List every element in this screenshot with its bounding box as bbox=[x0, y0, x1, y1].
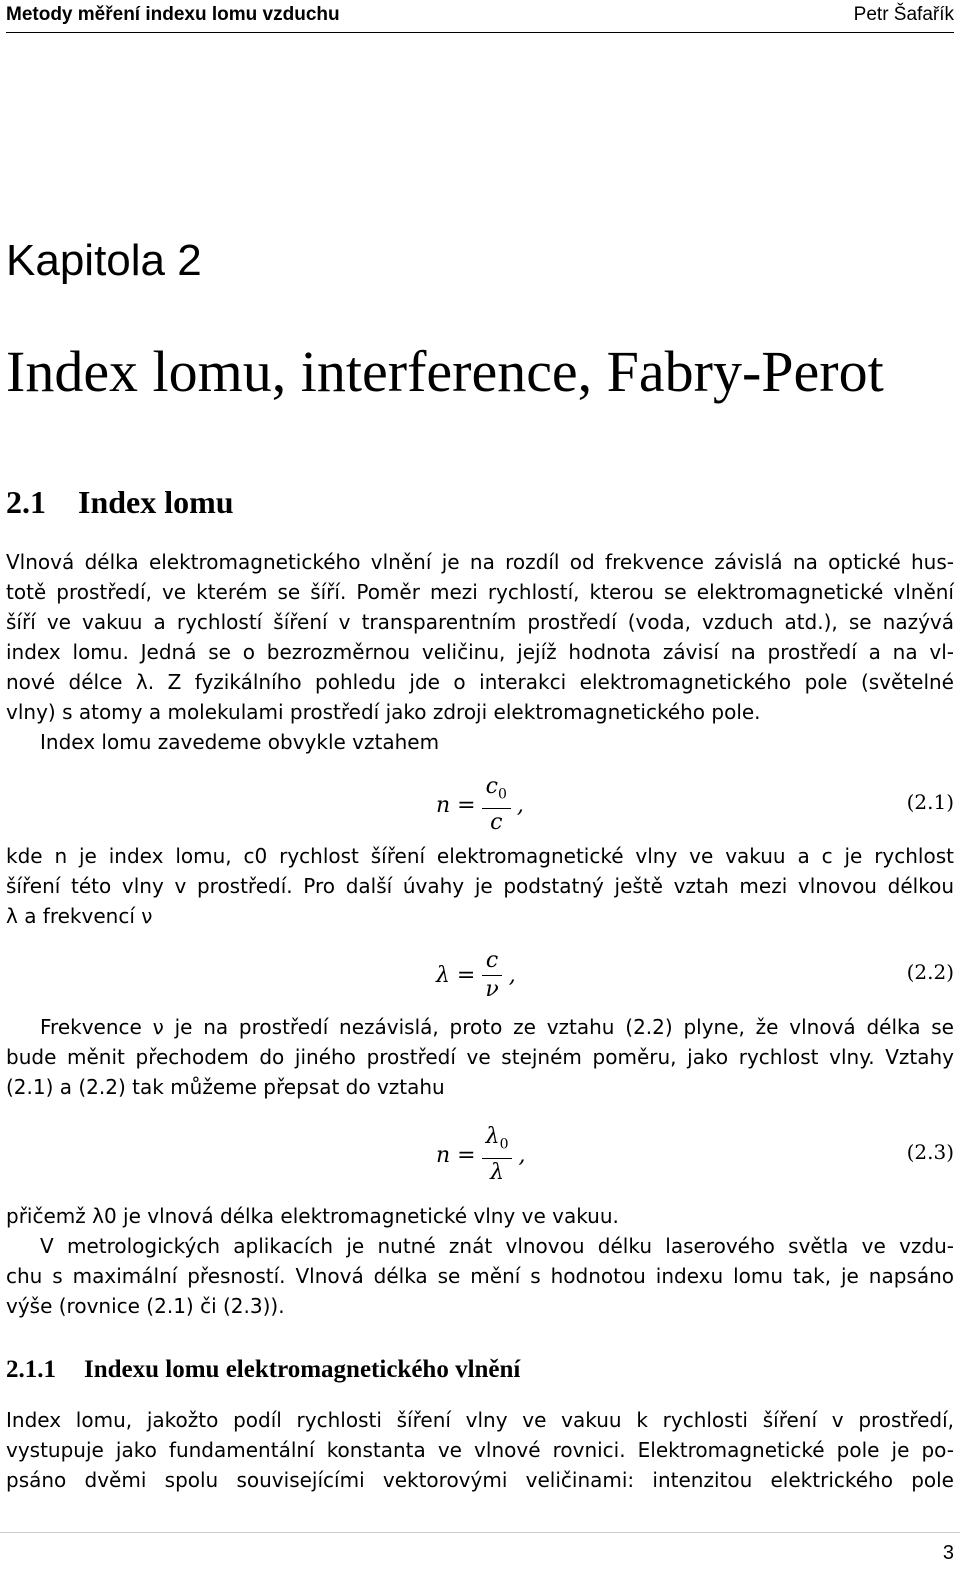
section-number: 2.1.1 bbox=[6, 1356, 56, 1383]
equation-2-2 bbox=[0, 940, 954, 1010]
paragraph-metrology bbox=[6, 1201, 954, 1321]
equation-number: (2.3) bbox=[906, 1140, 954, 1164]
fraction bbox=[481, 947, 502, 1004]
fraction-denominator: ν bbox=[485, 976, 499, 1002]
equation-body bbox=[436, 770, 524, 840]
paragraph-line: Index lomu, jakožto podíl rychlosti šíření vlny ve vakuu k rychlosti šíření v prostředí, bbox=[6, 1408, 954, 1432]
equation-lhs: λ = bbox=[436, 962, 476, 988]
paragraph-line: Frekvence ν je na prostředí nezávislá, proto ze vztahu (2.2) plyne, že vlnová délka se bbox=[40, 1015, 954, 1039]
numerator-symbol: c bbox=[485, 773, 498, 799]
header-rule bbox=[6, 32, 954, 33]
page-number: 3 bbox=[942, 1542, 954, 1564]
equation-comma: , bbox=[516, 792, 524, 818]
equation-number: (2.2) bbox=[906, 960, 954, 984]
paragraph-line: vystupuje jako fundamentální konstanta ve vlnové rovnici. Elektromagnetické pole je po- bbox=[6, 1438, 954, 1462]
equation-2-3 bbox=[0, 1120, 954, 1190]
paragraph-frequency bbox=[6, 1012, 954, 1102]
paragraph-line: nové délce λ. Z fyzikálního pohledu jde o interakci elektromagnetického pole (světelné bbox=[6, 670, 954, 694]
paragraph-definition bbox=[6, 841, 954, 931]
section-title: Indexu lomu elektromagnetického vlnění bbox=[84, 1356, 521, 1383]
footer-rule bbox=[0, 1532, 960, 1533]
fraction-numerator bbox=[482, 773, 511, 809]
paragraph-wave-equation bbox=[6, 1405, 954, 1495]
equation-number: (2.1) bbox=[906, 790, 954, 814]
equation-comma: , bbox=[518, 1142, 526, 1168]
running-author: Petr Šafařík bbox=[853, 4, 954, 25]
paragraph-line: V metrologických aplikacích je nutné znát vlnovou délku laserového světla ve vzdu- bbox=[40, 1234, 954, 1258]
page-header bbox=[6, 4, 954, 30]
chapter-title: Index lomu, interference, Fabry-Perot bbox=[6, 339, 884, 404]
paragraph-line: vlny) s atomy a molekulami prostředí jako zdroji elektromagnetického pole. bbox=[6, 700, 761, 724]
fraction-denominator: c bbox=[490, 810, 503, 836]
paragraph-line: Vlnová délka elektromagnetického vlnění je na rozdíl od frekvence závislá na optické hus- bbox=[6, 550, 954, 574]
equation-body bbox=[436, 1120, 525, 1190]
equation-2-1 bbox=[0, 770, 954, 840]
paragraph-line: šíření této vlny v prostředí. Pro další úvahy je podstatný ještě vztah mezi vlnovou délkou bbox=[6, 874, 954, 898]
paragraph-line: přičemž λ0 je vlnová délka elektromagnetické vlny ve vakuu. bbox=[6, 1204, 619, 1228]
paragraph-line: (2.1) a (2.2) tak můžeme přepsat do vztahu bbox=[6, 1075, 445, 1099]
numerator-subscript: 0 bbox=[499, 1136, 509, 1153]
section-number: 2.1 bbox=[6, 484, 46, 520]
fraction-denominator: λ bbox=[490, 1160, 505, 1186]
section-heading-2-1 bbox=[6, 484, 234, 521]
fraction bbox=[482, 773, 511, 837]
running-title: Metody měření indexu lomu vzduchu bbox=[6, 4, 340, 25]
paragraph-line: totě prostředí, ve kterém se šíří. Poměr mezi rychlostí, kterou se elektromagnetické vlnění bbox=[6, 580, 954, 604]
equation-lhs: n = bbox=[436, 792, 476, 818]
paragraph-line: šíří ve vakuu a rychlostí šíření v transparentním prostředí (voda, vzduch atd.), se nazývá bbox=[6, 610, 954, 634]
paragraph-line: index lomu. Jedná se o bezrozměrnou veličinu, jejíž hodnota závisí na prostředí a na vl- bbox=[6, 640, 954, 664]
fraction bbox=[482, 1123, 513, 1187]
paragraph-line: výše (rovnice (2.1) či (2.3)). bbox=[6, 1294, 285, 1318]
chapter-label: Kapitola 2 bbox=[6, 236, 202, 285]
section-title: Index lomu bbox=[78, 484, 234, 520]
paragraph-line: bude měnit přechodem do jiného prostředí ve stejném poměru, jako rychlost vlny. Vztahy bbox=[6, 1045, 954, 1069]
equation-comma: , bbox=[508, 962, 516, 988]
fraction-numerator: c bbox=[482, 947, 502, 976]
fraction-numerator bbox=[482, 1123, 513, 1159]
paragraph-line: λ a frekvencí ν bbox=[6, 904, 153, 928]
numerator-subscript: 0 bbox=[497, 786, 507, 803]
paragraph-line: chu s maximální přesností. Vlnová délka se mění s hodnotou indexu lomu tak, je napsáno bbox=[6, 1264, 954, 1288]
paragraph-intro bbox=[6, 547, 954, 757]
section-heading-2-1-1 bbox=[6, 1356, 520, 1384]
paragraph-line: kde n je index lomu, c0 rychlost šíření elektromagnetické vlny ve vakuu a c je rychlost bbox=[6, 844, 954, 868]
numerator-symbol: λ bbox=[485, 1123, 500, 1149]
equation-lhs: n = bbox=[436, 1142, 476, 1168]
equation-body bbox=[436, 940, 516, 1010]
paragraph-line: psáno dvěmi spolu souvisejícími vektorovými veličinami: intenzitou elektrického pole bbox=[6, 1468, 954, 1492]
paragraph-line: Index lomu zavedeme obvykle vztahem bbox=[40, 730, 440, 754]
